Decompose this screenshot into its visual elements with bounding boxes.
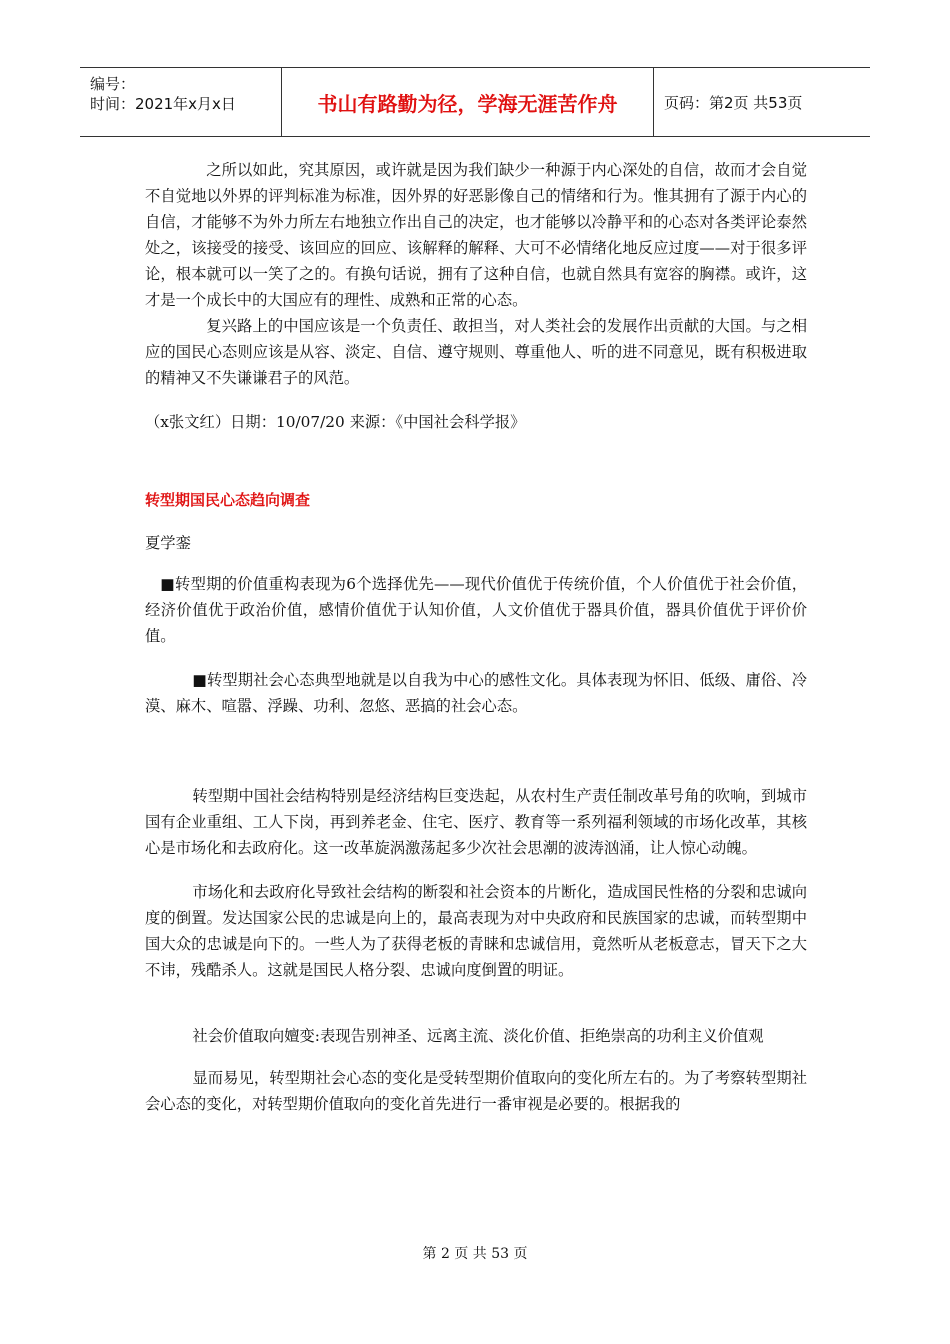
header-page-info — [664, 68, 870, 136]
article2-paragraph-4: 显而易见，转型期社会心态的变化是受转型期价值取向的变化所左右的。为了考察转型期社会心态的变化，对转型期价值取向的变化首先进行一番审视是必要的。根据我的 — [145, 1069, 807, 1113]
article2-bullet-2: ■转型期社会心态典型地就是以自我为中心的感性文化。具体表现为怀旧、低级、庸俗、冷漠、麻木、喧嚣、浮躁、功利、忽悠、恶搞的社会心态。 — [145, 671, 807, 715]
header-page-info-text: 页码：第2页 共53页 — [664, 93, 803, 112]
page-header — [80, 67, 870, 137]
header-meta-cell — [80, 68, 282, 136]
article2-bullet-1: ■转型期的价值重构表现为6个选择优先——现代价值优于传统价值，个人价值优于社会价值，经济价值优于政治价值，感情价值优于认知价值，人文价值优于器具价值，器具价值优于评价价值。 — [145, 575, 807, 645]
article2-paragraph-2: 市场化和去政府化导致社会结构的断裂和社会资本的片断化，造成国民性格的分裂和忠诚向度的倒置。发达国家公民的忠诚是向上的，最高表现为对中央政府和民族国家的忠诚，而转型期中国大众的忠诚是向下的。一些人为了获得老板的青睐和忠诚信用，竟然听从老板意志，冒天下之大不讳，残酷杀人。这就是国民人格分裂、忠诚向度倒置的明证。 — [145, 883, 807, 979]
page-footer: 第 2 页 共 53 页 — [422, 1246, 528, 1262]
header-motto: 书山有路勤为径，学海无涯苦作舟 — [282, 68, 654, 136]
article2-paragraph-1: 转型期中国社会结构特别是经济结构巨变迭起，从农村生产责任制改革号角的吹响，到城市国有企业重组、工人下岗，再到养老金、住宅、医疗、教育等一系列福利领域的市场化改革，其核心是市场化和去政府化。这一改革旋涡激荡起多少次社会思潮的波涛汹涌，让人惊心动魄。 — [145, 787, 807, 857]
article1-paragraph-2: 复兴路上的中国应该是一个负责任、敢担当，对人类社会的发展作出贡献的大国。与之相应的国民心态则应该是从容、淡定、自信、遵守规则、尊重他人、听的进不同意见，既有积极进取的精神又不失谦谦君子的风范。 — [145, 317, 807, 387]
document-time-label: 时间：2021年x月x日 — [90, 95, 236, 113]
document-body — [145, 157, 807, 1117]
article2-paragraph-3: 社会价值取向嬗变:表现告别神圣、远离主流、淡化价值、拒绝崇高的功利主义价值观 — [192, 1027, 764, 1045]
article1-source: （x张文红）日期：10/07/20 来源：《中国社会科学报》 — [145, 413, 526, 431]
article1-paragraph-1: 之所以如此，究其原因，或许就是因为我们缺少一种源于内心深处的自信，故而才会自觉不自觉地以外界的评判标准为标准，因外界的好恶影像自己的情绪和行为。惟其拥有了源于内心的自信，才能够不为外力所左右地独立作出自己的决定，也才能够以冷静平和的心态对各类评论泰然处之，该接受的接受、该回应的回应、该解释的解释、大可不必情绪化地反应过度——对于很多评论，根本就可以一笑了之的。有换句话说，拥有了这种自信，也就自然具有宽容的胸襟。或许，这才是一个成长中的大国应有的理性、成熟和正常的心态。 — [145, 161, 807, 309]
article2-author: 夏学銮 — [145, 534, 191, 552]
article2-title: 转型期国民心态趋向调查 — [145, 491, 311, 509]
document-number-label: 编号： — [90, 75, 136, 93]
